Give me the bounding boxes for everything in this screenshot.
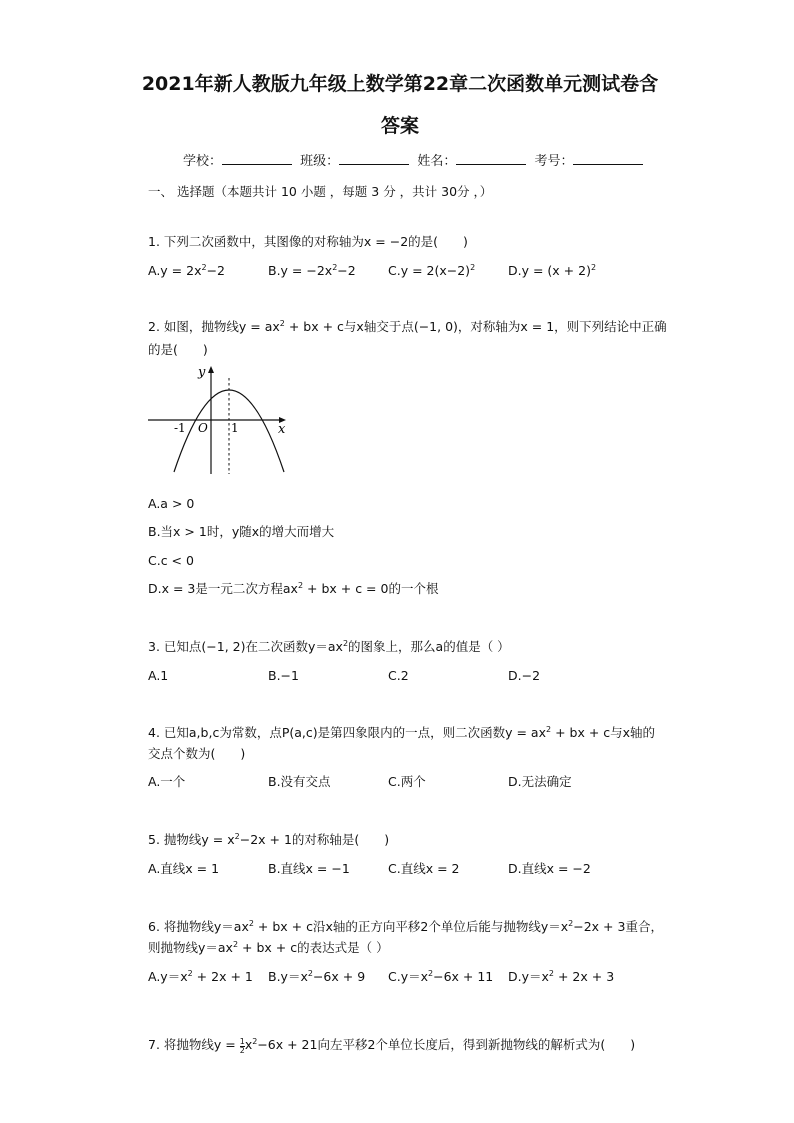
q6-a-part1: A.y＝x: [148, 969, 188, 984]
q1-c-text: C.y = 2(x−2): [388, 263, 471, 278]
q2-stem-part2: + bx + c与x轴交于点(−1, 0)，对称轴为x = 1，则下列结论中正确: [284, 319, 667, 334]
question-3-stem: [148, 638, 510, 656]
q3-option-d[interactable]: D.−2: [508, 668, 541, 683]
q6-b-sup: 2: [307, 969, 313, 978]
parabola-figure: [140, 360, 300, 478]
one-label: 1: [231, 421, 239, 435]
exam-no-label: 考号：: [534, 154, 574, 169]
q1-b-text: B.y = −2x: [268, 263, 333, 278]
school-label: 学校：: [183, 154, 223, 169]
q1-option-a[interactable]: [148, 262, 225, 280]
q6-stem-sup2: 2: [568, 919, 574, 928]
q6-c-part1: C.y＝x: [388, 969, 428, 984]
school-blank[interactable]: [222, 152, 292, 165]
q6-stem-sup1: 2: [248, 919, 254, 928]
q1-b-text2: −2: [337, 263, 356, 278]
q6-b-part1: B.y＝x: [268, 969, 308, 984]
q4-option-b[interactable]: B.没有交点: [268, 774, 331, 789]
q6-d-part1: D.y＝x: [508, 969, 549, 984]
name-label: 姓名：: [417, 154, 457, 169]
q6-d-part2: + 2x + 3: [554, 969, 615, 984]
q6-c-part2: −6x + 11: [433, 969, 494, 984]
question-2-stem: [148, 318, 667, 336]
q2-d-part2: + bx + c = 0的一个根: [303, 581, 439, 596]
q7-stem-part2: x: [244, 1037, 253, 1052]
q1-a-sup: 2: [201, 263, 207, 272]
class-blank[interactable]: [339, 152, 409, 165]
question-1-stem: 1. 下列二次函数中，其图像的对称轴为x = −2的是( ): [148, 234, 468, 249]
q6-c-sup: 2: [428, 969, 434, 978]
q6-b-part2: −6x + 9: [312, 969, 366, 984]
fraction-denominator: 2: [239, 1046, 245, 1055]
q4-option-d[interactable]: D.无法确定: [508, 774, 572, 789]
q5-option-b[interactable]: B.直线x = −1: [268, 861, 350, 876]
q6-a-part2: + 2x + 1: [192, 969, 253, 984]
q5-stem-sup: 2: [234, 832, 240, 841]
q5-option-c[interactable]: C.直线x = 2: [388, 861, 460, 876]
question-4-stem-line2: 交点个数为( ): [148, 746, 246, 761]
q1-a-text2: −2: [206, 263, 226, 278]
q6-stem-part1: 6. 将抛物线y＝ax: [148, 919, 249, 934]
q5-stem-part2: −2x + 1的对称轴是( ): [239, 832, 390, 847]
exam-no-blank[interactable]: [573, 152, 643, 165]
q2-stem-sup: 2: [279, 319, 285, 328]
x-label: x: [278, 422, 286, 437]
q1-option-c[interactable]: [388, 262, 475, 280]
q6-option-a[interactable]: [148, 968, 253, 986]
name-blank[interactable]: [456, 152, 526, 165]
neg1-label: -1: [174, 421, 186, 435]
question-6-stem: [148, 918, 663, 936]
q1-c-sup: 2: [470, 263, 476, 272]
q3-stem-sup: 2: [342, 639, 349, 648]
q4-stem-part2: + bx + c与x轴的: [551, 725, 656, 740]
class-label: 班级：: [300, 154, 340, 169]
q1-a-text: A.y = 2x: [148, 263, 202, 278]
q4-option-c[interactable]: C.两个: [388, 774, 426, 789]
q2-d-part1: D.x = 3是一元二次方程ax: [148, 581, 298, 596]
q6-stem-part3: −2x + 3重合，: [573, 919, 663, 934]
question-4-stem: [148, 724, 655, 742]
q6-line2-part2: + bx + c的表达式是（ ）: [238, 940, 389, 955]
page-title: 2021年新人教版九年级上数学第22章二次函数单元测试卷含: [141, 73, 659, 95]
question-5-stem: [148, 831, 389, 849]
q3-stem-part1: 3. 已知点(−1, 2)在二次函数y＝ax: [148, 639, 343, 654]
fraction-numerator: 1: [239, 1037, 245, 1046]
q6-line2-part1: 则抛物线y＝ax: [148, 940, 233, 955]
q1-d-text: D.y = (x + 2): [508, 263, 591, 278]
q4-option-a[interactable]: A.一个: [148, 774, 186, 789]
q4-stem-sup: 2: [546, 725, 552, 734]
q2-stem-part1: 2. 如图，抛物线y = ax: [148, 319, 280, 334]
q7-stem-part3: −6x + 21向左平移2个单位长度后，得到新抛物线的解析式为( ): [257, 1037, 636, 1052]
question-7-stem: [148, 1036, 635, 1055]
origin-label: O: [198, 421, 208, 435]
q6-option-b[interactable]: [268, 968, 365, 986]
q1-option-d[interactable]: [508, 262, 596, 280]
q3-option-c[interactable]: C.2: [388, 668, 409, 683]
q6-line2-sup: 2: [232, 940, 239, 949]
q7-stem-part1: 7. 将抛物线y =: [148, 1037, 240, 1052]
q3-option-a[interactable]: A.1: [148, 668, 169, 683]
q2-d-sup: 2: [297, 581, 304, 590]
page-title-line2: 答案: [380, 115, 419, 137]
question-6-stem-line2: [148, 939, 389, 957]
q1-option-b[interactable]: [268, 262, 356, 280]
q6-option-c[interactable]: [388, 968, 493, 986]
q1-b-sup: 2: [332, 263, 338, 272]
q5-option-a[interactable]: A.直线x = 1: [148, 861, 220, 876]
q2-option-c[interactable]: C.c < 0: [148, 553, 194, 568]
y-label: y: [198, 365, 206, 380]
question-2-stem-line2: 的是( ): [148, 342, 208, 357]
q2-option-b[interactable]: B.当x > 1时，y随x的增大而增大: [148, 524, 335, 539]
q2-option-a[interactable]: A.a > 0: [148, 496, 195, 511]
q3-stem-part2: 的图象上，那么a的值是（ ）: [348, 639, 510, 654]
q7-stem-sup: 2: [252, 1037, 258, 1046]
q1-d-sup: 2: [590, 263, 597, 272]
student-info-row: [183, 150, 647, 169]
q5-option-d[interactable]: D.直线x = −2: [508, 861, 591, 876]
q6-d-sup: 2: [548, 969, 554, 978]
q4-stem-part1: 4. 已知a,b,c为常数，点P(a,c)是第四象限内的一点，则二次函数y = ax: [148, 725, 546, 740]
q6-stem-part2: + bx + c沿x轴的正方向平移2个单位后能与抛物线y＝x: [253, 919, 569, 934]
q6-option-d[interactable]: [508, 968, 614, 986]
q5-stem-part1: 5. 抛物线y = x: [148, 832, 235, 847]
q3-option-b[interactable]: B.−1: [268, 668, 299, 683]
section-heading: 一、 选择题（本题共计 10 小题 ，每题 3 分 ，共计 30分 ，）: [148, 184, 493, 199]
y-axis-arrow: [208, 366, 214, 373]
q6-a-sup: 2: [187, 969, 193, 978]
q2-option-d[interactable]: [148, 580, 438, 598]
